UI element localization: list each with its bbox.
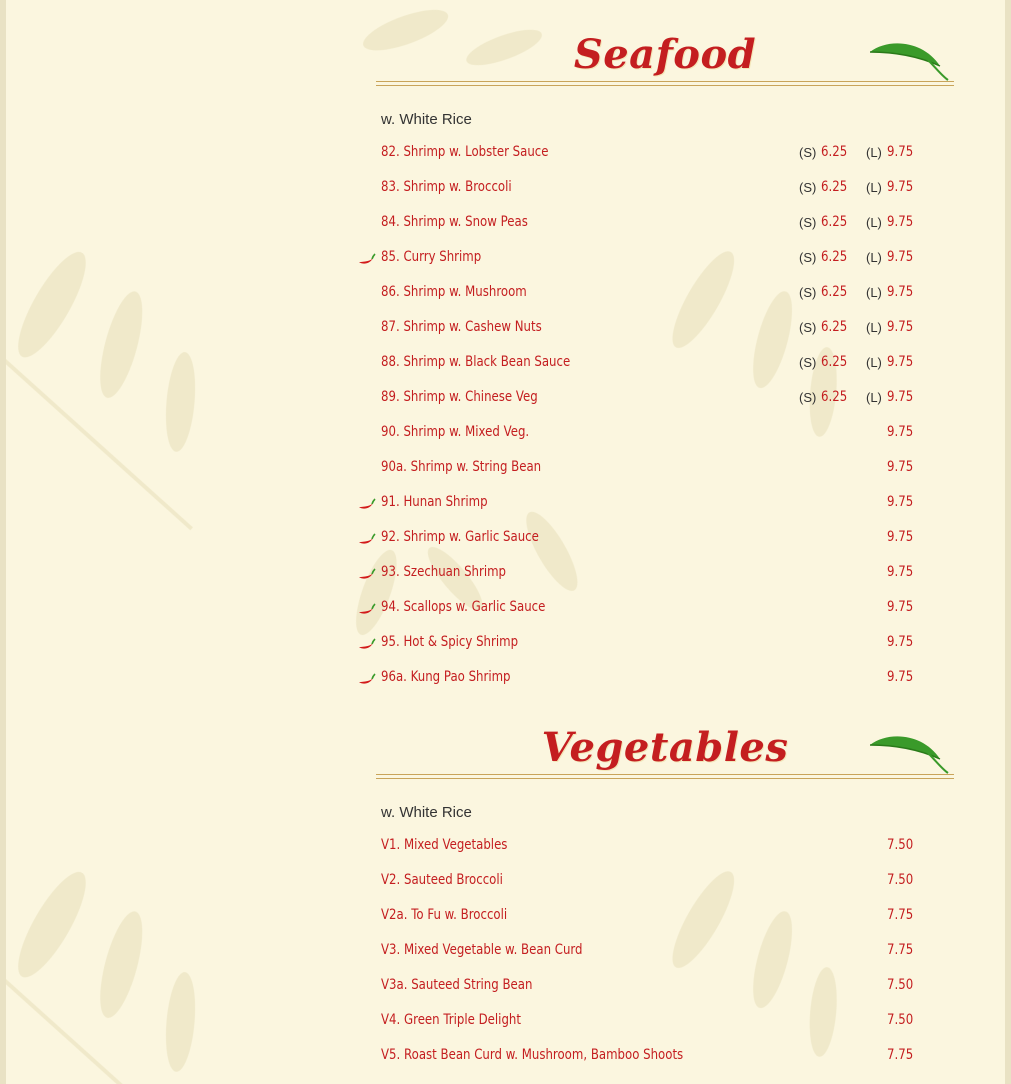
large-price: 9.75	[886, 424, 913, 440]
chili-pepper-icon	[358, 638, 376, 652]
small-price: 6.25	[821, 319, 848, 335]
menu-item-name: V2a. To Fu w. Broccoli	[381, 907, 508, 923]
menu-item-name: 95. Hot & Spicy Shrimp	[381, 634, 519, 650]
menu-item	[381, 144, 913, 172]
small-price: 6.25	[821, 284, 848, 300]
small-size-label: (S)	[799, 215, 817, 230]
small-price: 6.25	[821, 214, 848, 230]
large-price: 9.75	[886, 319, 913, 335]
menu-item	[381, 1012, 913, 1040]
menu-item-name: 89. Shrimp w. Chinese Veg	[381, 389, 538, 405]
menu-item	[381, 977, 913, 1005]
large-size-label: (L)	[866, 390, 882, 405]
large-price: 9.75	[886, 144, 913, 160]
menu-item-name: 84. Shrimp w. Snow Peas	[381, 214, 528, 230]
menu-item-name: 94. Scallops w. Garlic Sauce	[381, 599, 546, 615]
large-price: 9.75	[886, 564, 913, 580]
chili-pepper-icon	[358, 253, 376, 267]
small-price: 6.25	[821, 389, 848, 405]
menu-item	[381, 389, 913, 417]
chili-pepper-icon	[358, 673, 376, 687]
large-size-label: (L)	[866, 215, 882, 230]
chili-pepper-icon	[358, 498, 376, 512]
large-price: 9.75	[886, 354, 913, 370]
menu-item	[381, 319, 913, 347]
small-price: 6.25	[821, 249, 848, 265]
menu-item-name: V2. Sauteed Broccoli	[381, 872, 503, 888]
section-header-seafood	[376, 28, 954, 98]
menu-item	[381, 459, 913, 487]
large-size-label: (L)	[866, 145, 882, 160]
large-price: 9.75	[886, 529, 913, 545]
menu-item	[381, 284, 913, 312]
menu-item	[381, 872, 913, 900]
menu-item	[381, 214, 913, 242]
large-price: 7.75	[886, 942, 913, 958]
green-leaf-icon	[868, 36, 950, 82]
menu-item	[381, 837, 913, 865]
large-size-label: (L)	[866, 250, 882, 265]
large-price: 9.75	[886, 494, 913, 510]
small-size-label: (S)	[799, 285, 817, 300]
menu-item-name: 93. Szechuan Shrimp	[381, 564, 507, 580]
menu-item-name: 88. Shrimp w. Black Bean Sauce	[381, 354, 571, 370]
section-subtitle: w. White Rice	[381, 804, 472, 821]
menu-item	[381, 564, 913, 592]
large-price: 9.75	[886, 214, 913, 230]
menu-item	[381, 354, 913, 382]
small-size-label: (S)	[799, 390, 817, 405]
large-price: 7.50	[886, 837, 913, 853]
section-title: Vegetables	[541, 724, 789, 771]
large-size-label: (L)	[866, 180, 882, 195]
menu-item-name: 96a. Kung Pao Shrimp	[381, 669, 511, 685]
menu-item	[381, 599, 913, 627]
menu-item-name: 90. Shrimp w. Mixed Veg.	[381, 424, 530, 440]
menu-item	[381, 1047, 913, 1075]
large-price: 9.75	[886, 634, 913, 650]
small-price: 6.25	[821, 179, 848, 195]
menu-item-name: V5. Roast Bean Curd w. Mushroom, Bamboo Shoots	[381, 1047, 684, 1063]
menu-item-name: 82. Shrimp w. Lobster Sauce	[381, 144, 549, 160]
large-price: 9.75	[886, 459, 913, 475]
large-size-label: (L)	[866, 285, 882, 300]
menu-item	[381, 669, 913, 697]
menu-item-name: 87. Shrimp w. Cashew Nuts	[381, 319, 542, 335]
small-size-label: (S)	[799, 355, 817, 370]
menu-item-name: 92. Shrimp w. Garlic Sauce	[381, 529, 539, 545]
large-price: 7.75	[886, 1047, 913, 1063]
menu-item-name: 90a. Shrimp w. String Bean	[381, 459, 542, 475]
large-price: 9.75	[886, 599, 913, 615]
menu-item	[381, 907, 913, 935]
menu-item-name: V3. Mixed Vegetable w. Bean Curd	[381, 942, 583, 958]
section-title: Seafood	[573, 31, 757, 78]
large-size-label: (L)	[866, 355, 882, 370]
section-subtitle: w. White Rice	[381, 111, 472, 128]
small-size-label: (S)	[799, 145, 817, 160]
small-price: 6.25	[821, 144, 848, 160]
menu-item	[381, 634, 913, 662]
menu-item	[381, 424, 913, 452]
left-border	[0, 0, 6, 1084]
menu-item-name: 86. Shrimp w. Mushroom	[381, 284, 527, 300]
small-size-label: (S)	[799, 180, 817, 195]
small-size-label: (S)	[799, 320, 817, 335]
menu-item	[381, 249, 913, 277]
large-size-label: (L)	[866, 320, 882, 335]
menu-item-name: 83. Shrimp w. Broccoli	[381, 179, 512, 195]
green-leaf-icon	[868, 729, 950, 775]
large-price: 7.50	[886, 872, 913, 888]
right-border	[1005, 0, 1011, 1084]
menu-item	[381, 942, 913, 970]
large-price: 7.50	[886, 1012, 913, 1028]
section-header-vegetables	[376, 721, 954, 791]
large-price: 9.75	[886, 249, 913, 265]
large-price: 9.75	[886, 284, 913, 300]
large-price: 7.75	[886, 907, 913, 923]
menu-item-name: 91. Hunan Shrimp	[381, 494, 488, 510]
chili-pepper-icon	[358, 603, 376, 617]
menu-item-name: V4. Green Triple Delight	[381, 1012, 521, 1028]
small-size-label: (S)	[799, 250, 817, 265]
large-price: 9.75	[886, 389, 913, 405]
menu-item	[381, 529, 913, 557]
divider	[376, 85, 954, 86]
menu-item	[381, 179, 913, 207]
large-price: 9.75	[886, 669, 913, 685]
chili-pepper-icon	[358, 533, 376, 547]
menu-item-name: V1. Mixed Vegetables	[381, 837, 508, 853]
chili-pepper-icon	[358, 568, 376, 582]
small-price: 6.25	[821, 354, 848, 370]
large-price: 9.75	[886, 179, 913, 195]
menu-item-name: V3a. Sauteed String Bean	[381, 977, 533, 993]
divider	[376, 778, 954, 779]
menu-item-name: 85. Curry Shrimp	[381, 249, 482, 265]
large-price: 7.50	[886, 977, 913, 993]
menu-item	[381, 494, 913, 522]
